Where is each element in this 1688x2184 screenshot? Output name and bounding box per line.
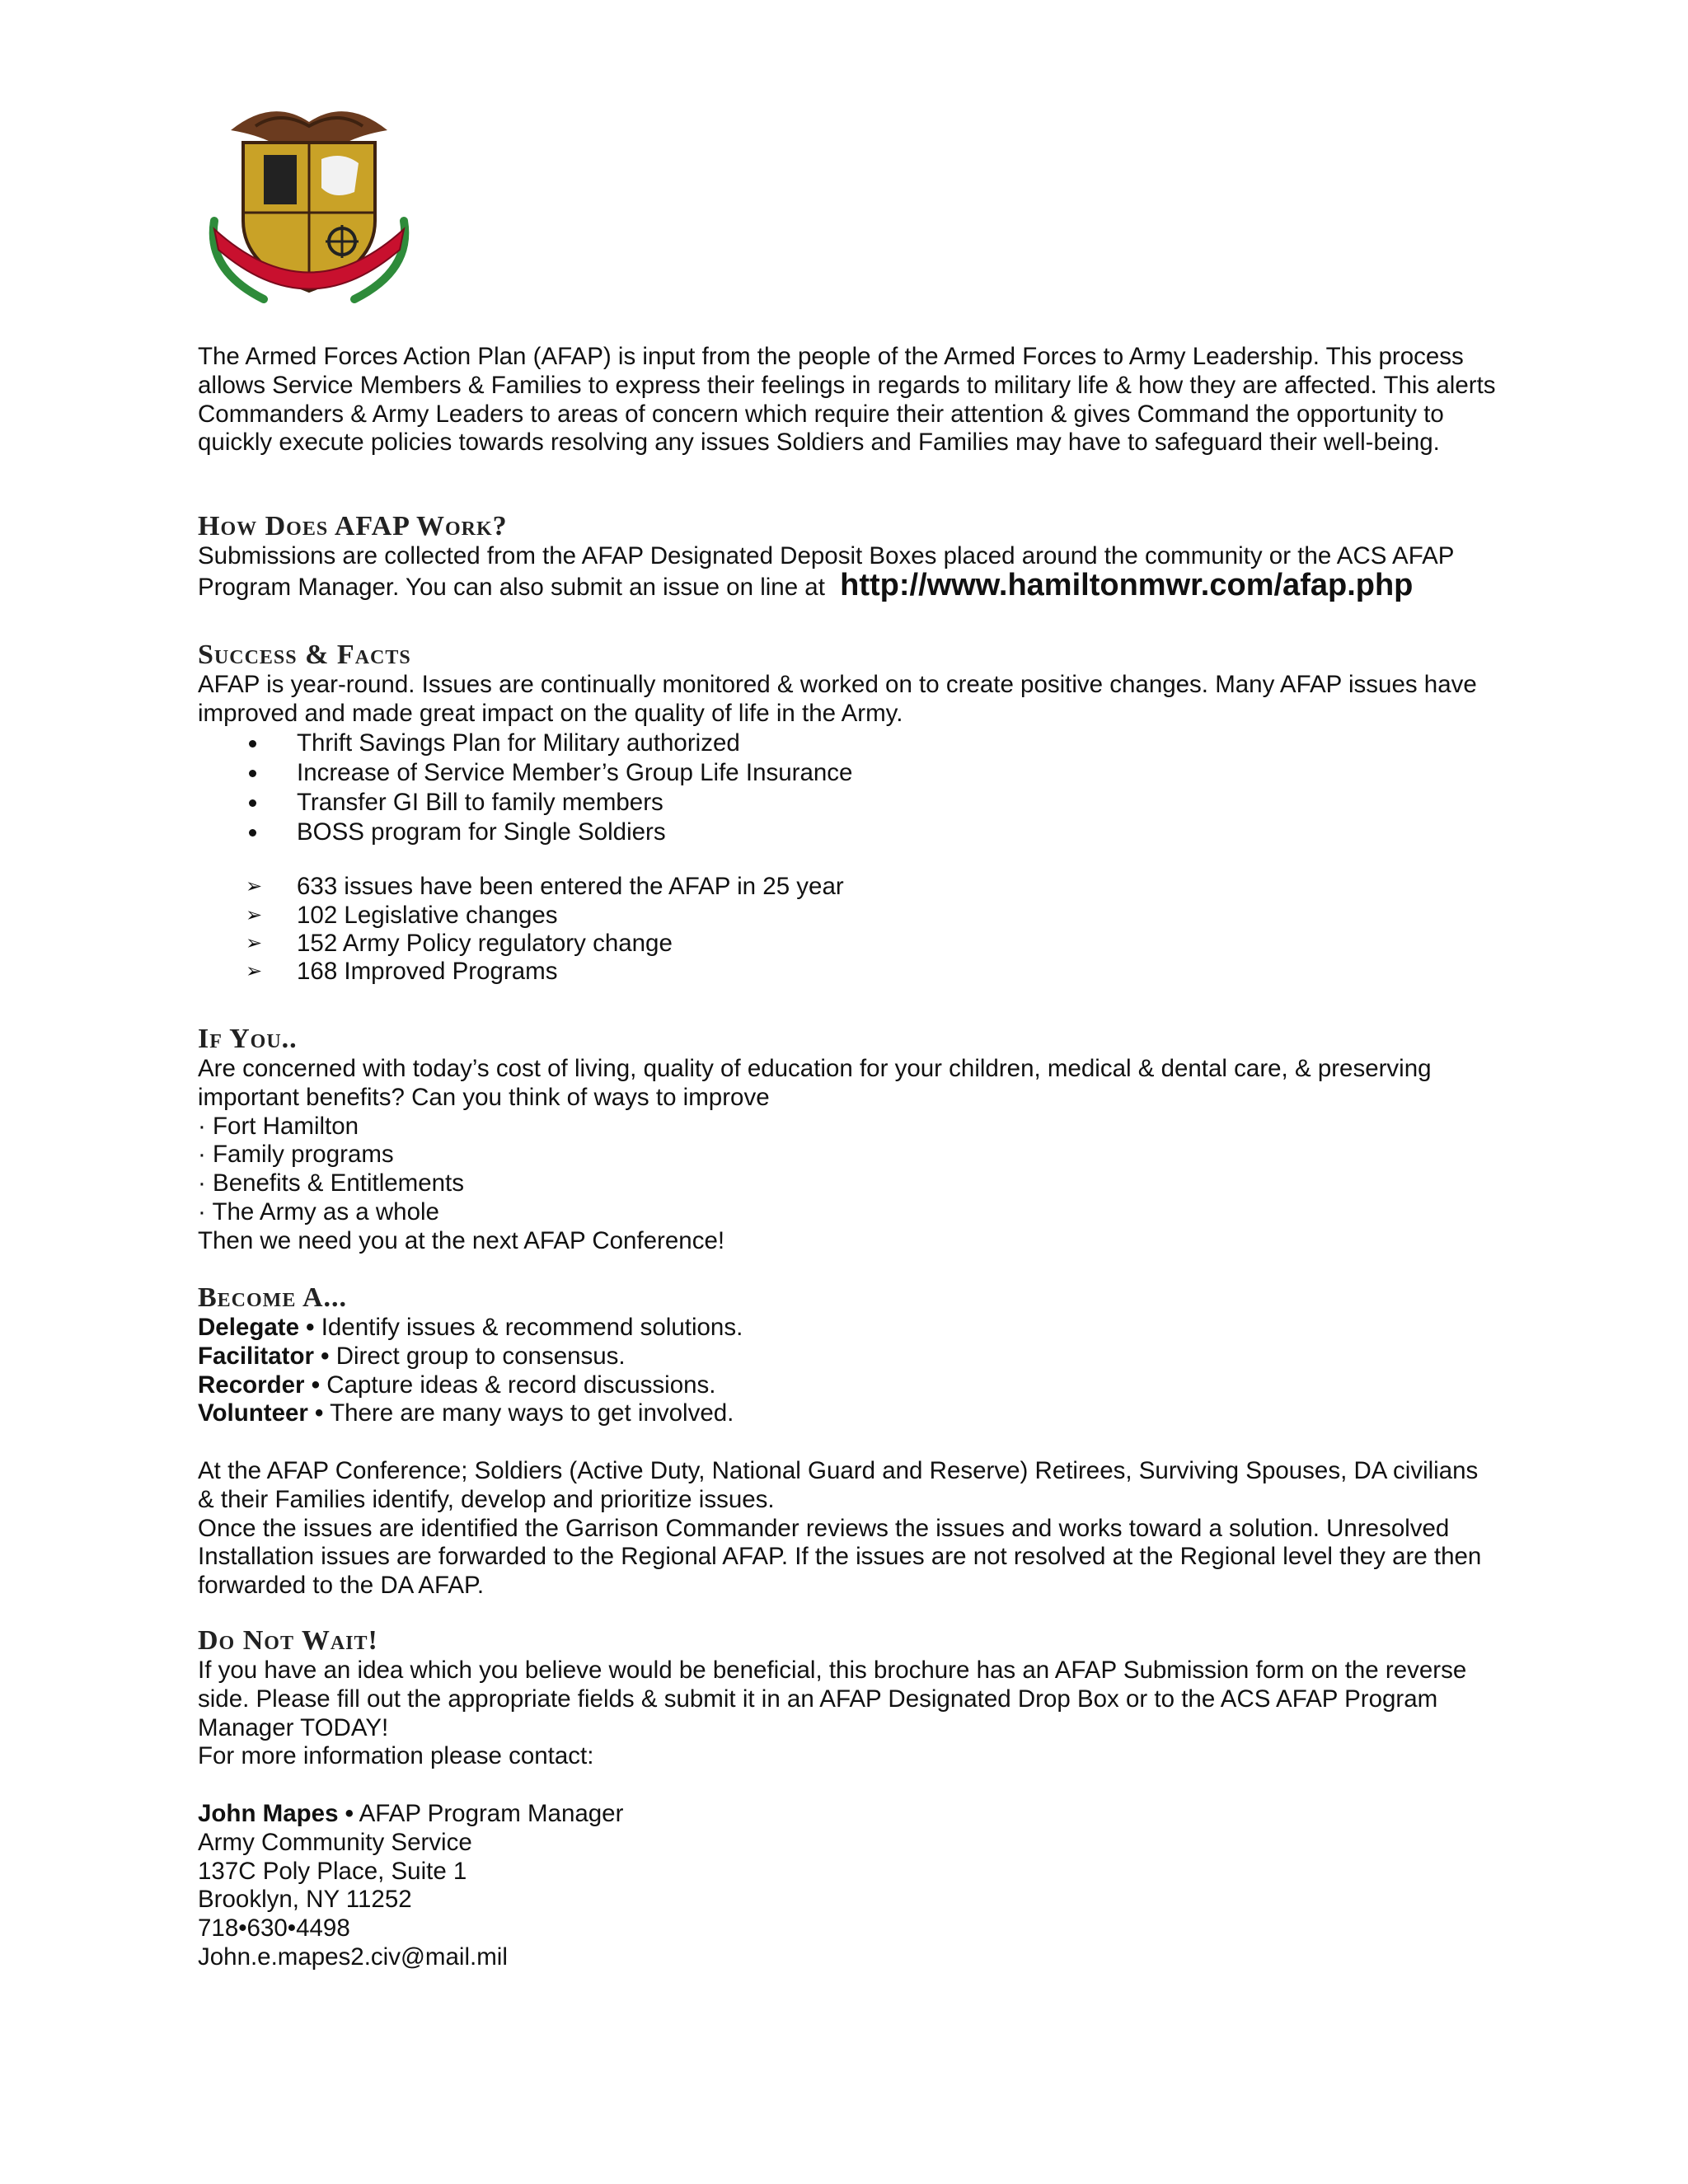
resolution-paragraph: Once the issues are identified the Garrison Commander reviews the issues and works toward a solution. Unresolved Installation issues are forwarded to the Regional AFAP. If the issues are not resolved at the Regional level they are then forwarded to the DA AFAP.	[198, 1514, 1482, 1600]
intro-paragraph: The Armed Forces Action Plan (AFAP) is input from the people of the Armed Forces to Army Leadership. This process allows Service Members & Families to express their feelings in regards to military life & how they are affected. This alerts Commanders & Army Leaders to areas of concern which require their attention & gives Command the opportunity to quickly execute policies towards resolving any issues Soldiers and Families may have to safeguard their well-being.	[198, 343, 1496, 457]
contact-org: Army Community Service	[198, 1828, 472, 1856]
bullet-icon	[249, 740, 256, 748]
if-you-text: Are concerned with today’s cost of living, quality of education for your children, medical & dental care, & preserving important benefits? Can you think of ways to improve	[198, 1055, 1432, 1111]
section-how-afap-works	[198, 511, 1500, 602]
role-name: Delegate •	[198, 1314, 315, 1341]
afap-crest-icon	[198, 97, 420, 312]
heading-how-afap-works: How Does AFAP Work?	[198, 511, 508, 541]
arrow-bullet-icon: ➢	[246, 959, 263, 982]
arrow-bullet-icon: ➢	[246, 874, 263, 898]
bullet-icon	[249, 799, 256, 807]
if-you-closing: Then we need you at the next AFAP Conference!	[198, 1226, 725, 1254]
role-name: Recorder •	[198, 1371, 321, 1399]
list-item: · The Army as a whole	[198, 1197, 439, 1226]
list-item: · Family programs	[198, 1141, 394, 1169]
contact-address-line2: Brooklyn, NY 11252	[198, 1886, 412, 1914]
bullet-icon	[249, 770, 256, 777]
list-item: Thrift Savings Plan for Military authorized	[198, 729, 1500, 758]
if-you-list	[198, 1113, 1500, 1227]
contact-email[interactable]: John.e.mapes2.civ@mail.mil	[198, 1943, 508, 1971]
do-not-wait-text: If you have an idea which you believe would be beneficial, this brochure has an AFAP Submission form on the reverse side. Please fill out the appropriate fields & submit it in an AFAP Designated Drop Box or to the ACS AFAP Program Manager TODAY!	[198, 1657, 1467, 1741]
list-item: Transfer GI Bill to family members	[198, 788, 1500, 818]
contact-name: John Mapes •	[198, 1799, 354, 1827]
role-name: Volunteer •	[198, 1399, 324, 1427]
list-item: · Benefits & Entitlements	[198, 1169, 465, 1197]
afap-logo	[198, 97, 420, 312]
list-item: Increase of Service Member’s Group Life Insurance	[198, 758, 1500, 788]
section-become-a	[198, 1282, 1500, 1601]
contact-intro: For more information please contact:	[198, 1742, 594, 1770]
arrow-bullet-icon: ➢	[246, 903, 263, 926]
success-text: AFAP is year-round. Issues are continually monitored & worked on to create positive changes. Many AFAP issues have improved and made great impact on the quality of life in the Army.	[198, 671, 1477, 727]
contact-name-line	[198, 1800, 1500, 1829]
success-bullet-list	[198, 729, 1500, 847]
heading-do-not-wait: Do Not Wait!	[198, 1625, 378, 1656]
how-afap-works-text	[198, 542, 1500, 602]
section-do-not-wait	[198, 1625, 1500, 1972]
heading-become-a: Become A...	[198, 1282, 348, 1313]
heading-if-you: If You..	[198, 1024, 298, 1054]
role-line: Recorder • Capture ideas & record discussions.	[198, 1371, 716, 1399]
afap-url-link[interactable]: http://www.hamiltonmwr.com/afap.php	[840, 567, 1414, 602]
bullet-icon	[249, 829, 256, 837]
role-name: Facilitator •	[198, 1342, 330, 1370]
list-item: ➢ 152 Army Policy regulatory change	[246, 929, 673, 957]
contact-title: AFAP Program Manager	[359, 1799, 624, 1827]
how-text: Submissions are collected from the AFAP Designated Deposit Boxes placed around the community or the ACS AFAP Program Manager. You can also submit an issue on line at	[198, 542, 1454, 601]
section-if-you	[198, 1024, 1500, 1256]
contact-phone: 718•630•4498	[198, 1915, 350, 1943]
role-line: Facilitator • Direct group to consensus.	[198, 1342, 626, 1370]
section-success-facts	[198, 640, 1500, 986]
contact-address-line1: 137C Poly Place, Suite 1	[198, 1857, 467, 1885]
contact-block	[198, 1800, 1500, 1972]
list-item: ➢ 633 issues have been entered the AFAP in 25 year	[246, 872, 844, 900]
list-item: BOSS program for Single Soldiers	[198, 818, 1500, 847]
list-item: · Fort Hamilton	[198, 1112, 359, 1140]
list-item: ➢ 102 Legislative changes	[246, 901, 558, 929]
arrow-bullet-icon: ➢	[246, 931, 263, 954]
success-stats-list	[198, 872, 1500, 986]
conference-paragraph: At the AFAP Conference; Soldiers (Active Duty, National Guard and Reserve) Retirees, Surviving Spouses, DA civilians & their Families identify, develop and prioritize issues.	[198, 1456, 1479, 1513]
role-line: Volunteer • There are many ways to get involved.	[198, 1399, 734, 1427]
list-item: ➢ 168 Improved Programs	[246, 957, 558, 985]
role-line: Delegate • Identify issues & recommend solutions.	[198, 1314, 743, 1341]
heading-success-facts: Success & Facts	[198, 640, 411, 670]
